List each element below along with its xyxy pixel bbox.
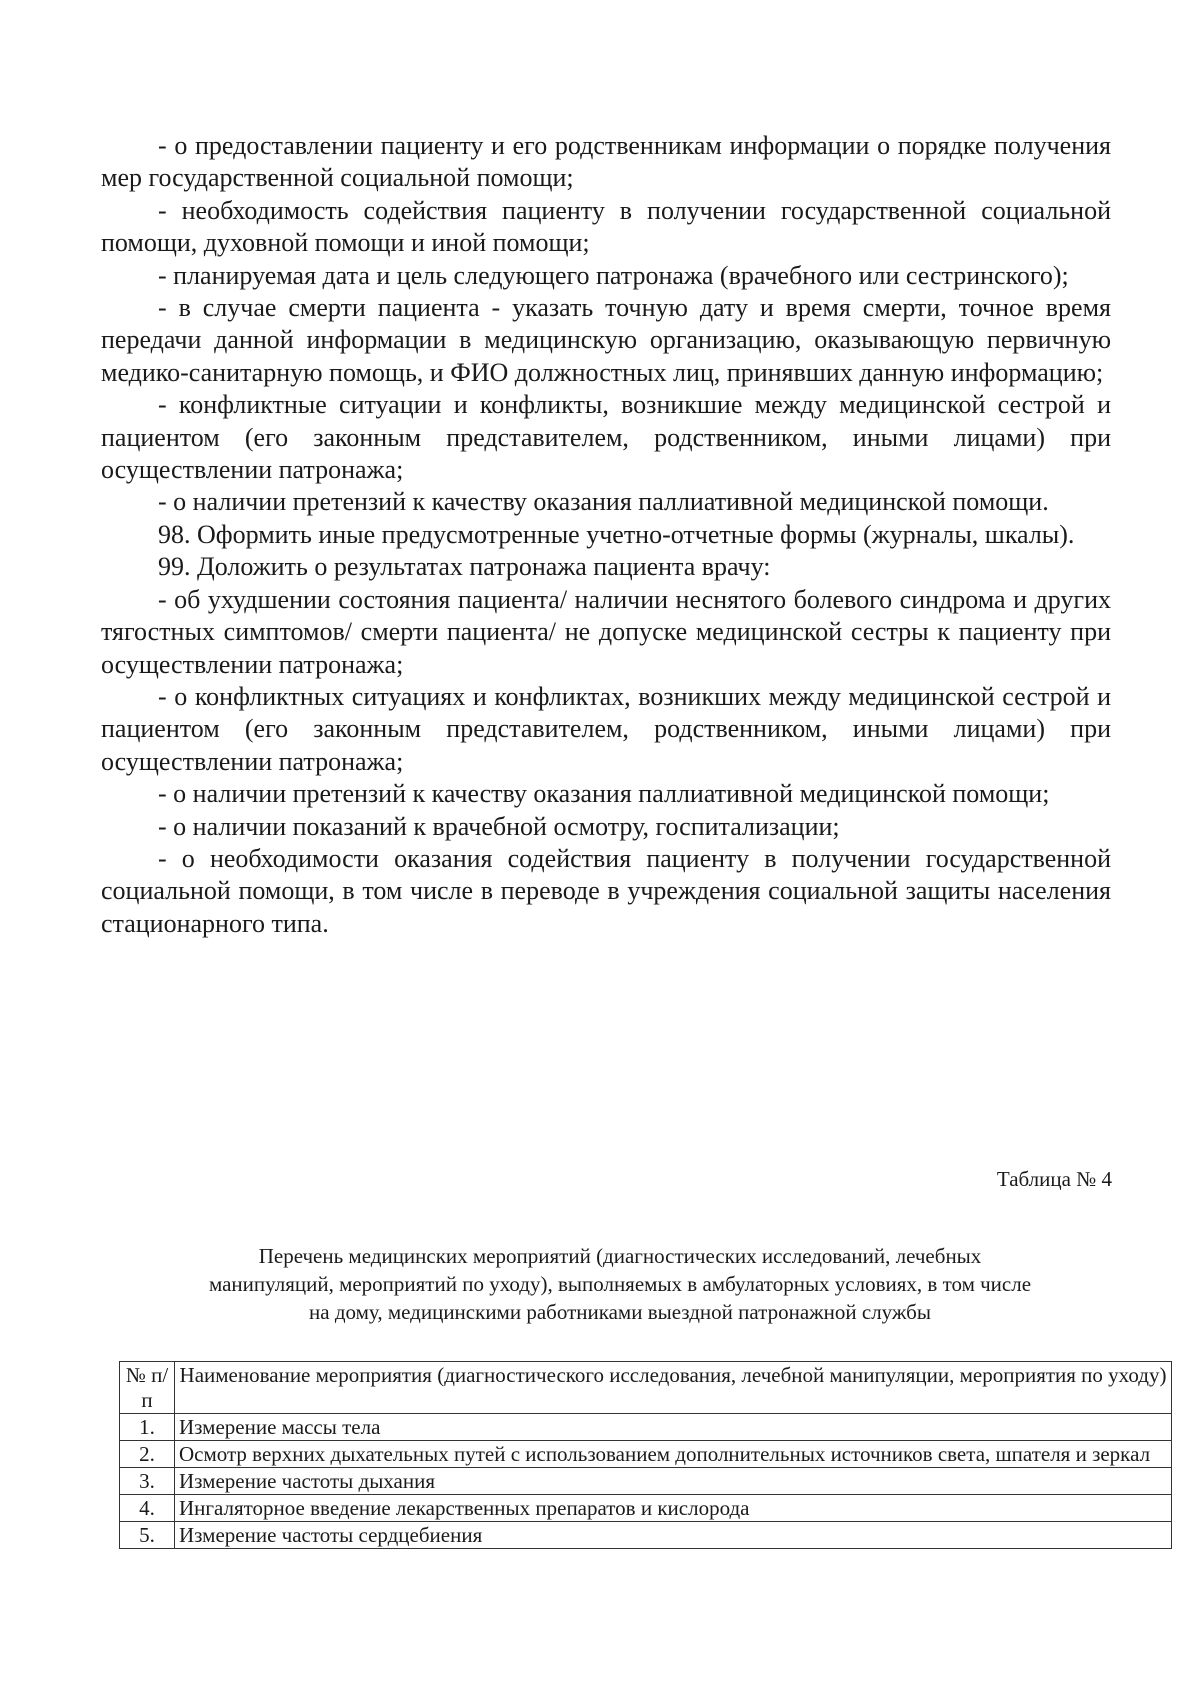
table-row — [120, 1522, 1172, 1549]
paragraph: - о предоставлении пациенту и его родственникам информации о порядке получения мер государственной социальной помощи; — [101, 131, 1111, 193]
row-name: Осмотр верхних дыхательных путей с использованием дополнительных источников света, шпателя и зеркал — [175, 1441, 1172, 1468]
row-number: 5. — [120, 1522, 175, 1549]
paragraph: - в случае смерти пациента - указать точную дату и время смерти, точное время передачи данной информации в медицинскую организацию, оказывающую первичную медико-санитарную помощь, и ФИО должностных лиц, принявших данную информацию; — [101, 293, 1111, 387]
paragraph: - планируемая дата и цель следующего патронажа (врачебного или сестринского); — [158, 260, 1069, 290]
row-name: Измерение частоты сердцебиения — [175, 1522, 1172, 1549]
row-number: 1. — [120, 1414, 175, 1441]
table-caption-line: манипуляций, мероприятий по уходу), выполняемых в амбулаторных условиях, в том числе — [208, 1272, 1032, 1296]
table-row — [120, 1468, 1172, 1495]
table-caption-line: Перечень медицинских мероприятий (диагностических исследований, лечебных — [258, 1244, 982, 1268]
table-row — [120, 1414, 1172, 1441]
table-row — [120, 1495, 1172, 1522]
paragraph: 98. Оформить иные предусмотренные учетно-отчетные формы (журналы, шкалы). — [158, 519, 1075, 549]
paragraph: - об ухудшении состояния пациента/ наличии неснятого болевого синдрома и других тягостных симптомов/ смерти пациента/ не допуске медицинской сестры к пациенту при осуществлении патронажа; — [101, 584, 1111, 679]
header-name: Наименование мероприятия (диагностического исследования, лечебной манипуляции, мероприятия по уходу) — [175, 1362, 1172, 1414]
body-text — [101, 130, 1111, 940]
row-number: 3. — [120, 1468, 175, 1495]
header-number: № п/п — [120, 1362, 175, 1414]
row-number: 2. — [120, 1441, 175, 1468]
row-name: Измерение массы тела — [175, 1414, 1172, 1441]
row-number: 4. — [120, 1495, 175, 1522]
paragraph: 99. Доложить о результатах патронажа пациента врачу: — [158, 552, 771, 582]
paragraph: - о наличии претензий к качеству оказания паллиативной медицинской помощи; — [158, 779, 1050, 809]
table-caption — [130, 1242, 1110, 1326]
paragraph: - о наличии претензий к качеству оказания паллиативной медицинской помощи. — [158, 487, 1049, 517]
paragraph: - необходимость содействия пациенту в получении государственной социальной помощи, духовной помощи и иной помощи; — [101, 195, 1111, 258]
row-name: Ингаляторное введение лекарственных препаратов и кислорода — [175, 1495, 1172, 1522]
paragraph: - конфликтные ситуации и конфликты, возникшие между медицинской сестрой и пациентом (его законным представителем, родственником, иными лицами) при осуществлении патронажа; — [101, 390, 1111, 485]
table-label: Таблица № 4 — [996, 1167, 1112, 1191]
table-header-row — [120, 1362, 1172, 1414]
paragraph: - о наличии показаний к врачебной осмотру, госпитализации; — [158, 811, 840, 841]
table-caption-line: на дому, медицинскими работниками выездной патронажной службы — [309, 1300, 931, 1324]
paragraph: - о необходимости оказания содействия пациенту в получении государственной социальной помощи, в том числе в переводе в учреждения социальной защиты населения стационарного типа. — [101, 843, 1111, 938]
measures-table — [119, 1361, 1172, 1549]
table-row — [120, 1441, 1172, 1468]
paragraph: - о конфликтных ситуациях и конфликтах, возникших между медицинской сестрой и пациентом (его законным представителем, родственником, иными лицами) при осуществлении патронажа; — [101, 681, 1111, 776]
row-name: Измерение частоты дыхания — [175, 1468, 1172, 1495]
